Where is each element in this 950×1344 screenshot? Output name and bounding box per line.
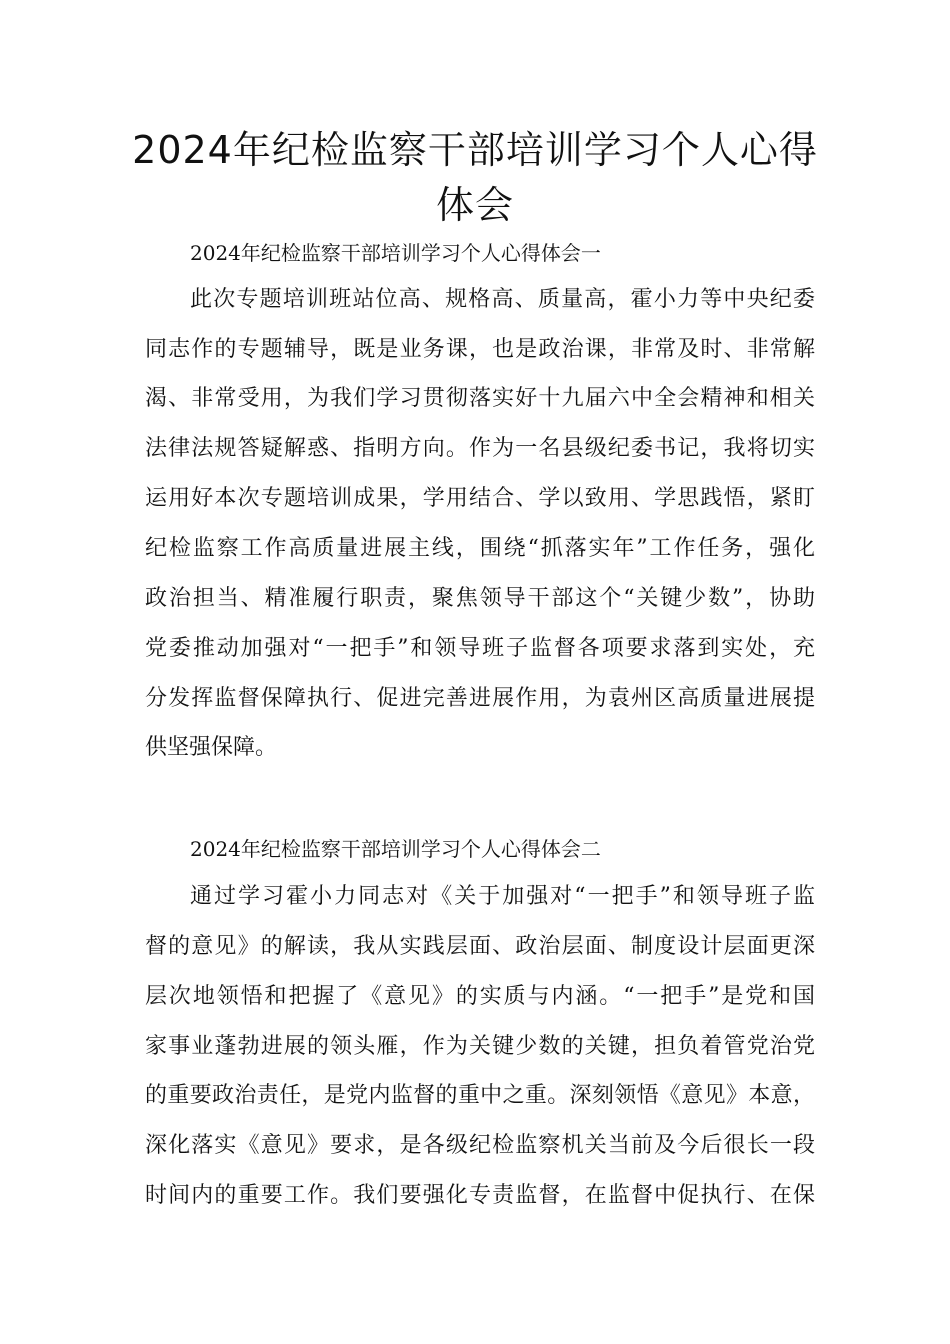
paragraph-line: 政治担当、精准履行职责，聚焦领导干部这个“关键少数”，协助 [145, 586, 815, 611]
paragraph-line: 纪检监察工作高质量进展主线，围绕“抓落实年”工作任务，强化 [145, 536, 815, 561]
paragraph-line: 家事业蓬勃进展的领头雁，作为关键少数的关键，担负着管党治党 [145, 1034, 815, 1059]
paragraph-line: 同志作的专题辅导，既是业务课，也是政治课，非常及时、非常解 [145, 337, 815, 362]
paragraph-line: 通过学习霍小力同志对《关于加强对“一把手”和领导班子监 [190, 884, 815, 909]
document-title [120, 123, 830, 233]
paragraph-line: 法律法规答疑解惑、指明方向。作为一名县级纪委书记，我将切实 [145, 436, 815, 461]
paragraph-line: 层次地领悟和把握了《意见》的实质与内涵。“一把手”是党和国 [145, 984, 815, 1009]
paragraph-line: 渴、非常受用，为我们学习贯彻落实好十九届六中全会精神和相关 [145, 386, 815, 411]
paragraph-line: 此次专题培训班站位高、规格高、质量高，霍小力等中央纪委 [190, 287, 815, 312]
section-2-heading: 2024年纪检监察干部培训学习个人心得体会二 [190, 837, 601, 861]
paragraph-line: 督的意见》的解读，我从实践层面、政治层面、制度设计层面更深 [145, 934, 815, 959]
paragraph-line: 党委推动加强对“一把手”和领导班子监督各项要求落到实处，充 [145, 636, 815, 661]
title-line-1: 2024年纪检监察干部培训学习个人心得 [132, 128, 818, 172]
paragraph-line: 深化落实《意见》要求，是各级纪检监察机关当前及今后很长一段 [145, 1133, 815, 1158]
paragraph-line: 分发挥监督保障执行、促进完善进展作用，为袁州区高质量进展提 [145, 686, 815, 711]
paragraph-line: 供坚强保障。 [145, 735, 278, 760]
paragraph-line: 的重要政治责任，是党内监督的重中之重。深刻领悟《意见》本意， [145, 1083, 815, 1108]
paragraph-line: 运用好本次专题培训成果，学用结合、学以致用、学思践悟，紧盯 [145, 486, 815, 511]
section-1-heading: 2024年纪检监察干部培训学习个人心得体会一 [190, 241, 601, 265]
paragraph-line: 时间内的重要工作。我们要强化专责监督，在监督中促执行、在保 [145, 1183, 815, 1208]
title-line-2: 体会 [435, 183, 514, 227]
